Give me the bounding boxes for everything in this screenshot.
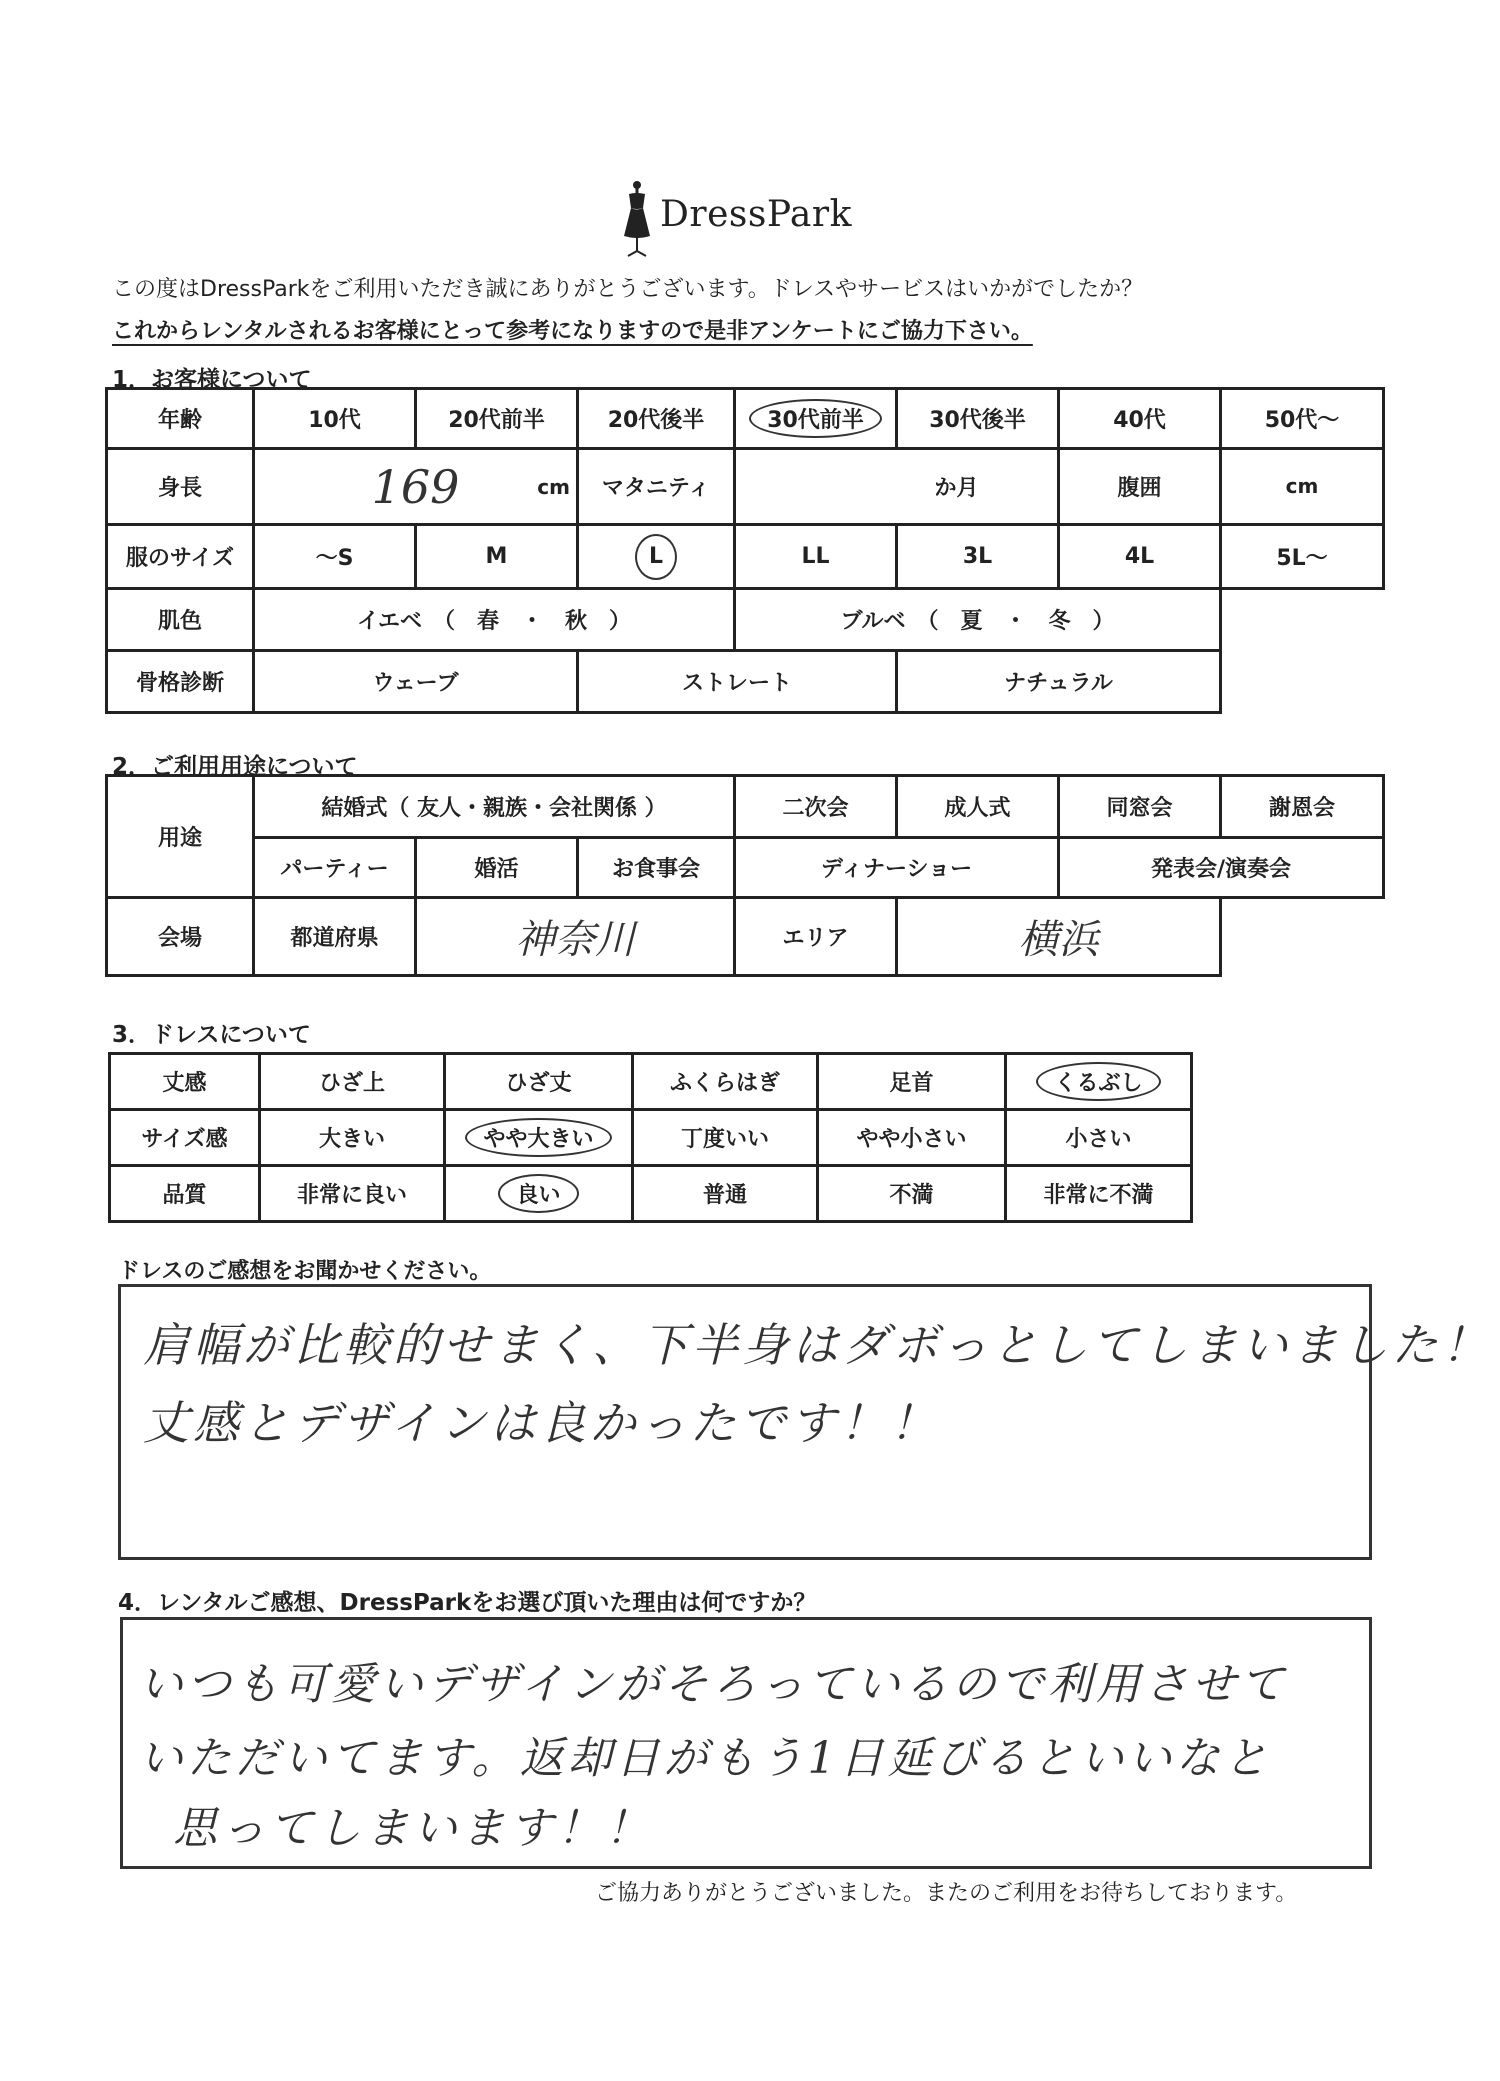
reason-comment-box[interactable] bbox=[120, 1617, 1372, 1869]
section-title-usage: 2．ご利用用途について bbox=[112, 754, 358, 780]
usage-option[interactable]: 謝恩会 bbox=[1221, 776, 1384, 838]
age-row bbox=[107, 389, 1384, 449]
usage-option[interactable]: 成人式 bbox=[897, 776, 1059, 838]
usage-option[interactable]: パーティー bbox=[254, 838, 416, 898]
section-title-reason: 4．レンタルご感想、DressParkをお選び頂いた理由は何ですか？ bbox=[118, 1590, 817, 1616]
length-option[interactable]: ふくらはぎ bbox=[633, 1054, 818, 1110]
fit-option[interactable]: 大きい bbox=[260, 1110, 445, 1166]
fit-option-selected[interactable] bbox=[445, 1110, 633, 1166]
height-field[interactable] bbox=[254, 449, 578, 525]
maternity-field[interactable] bbox=[735, 449, 1059, 525]
age-option[interactable]: 20代後半 bbox=[578, 389, 735, 449]
usage-option[interactable]: 同窓会 bbox=[1059, 776, 1221, 838]
length-option-selected[interactable] bbox=[1006, 1054, 1192, 1110]
waist-label: 腹囲 bbox=[1059, 449, 1221, 525]
dress-comment-box[interactable] bbox=[118, 1284, 1492, 1560]
dress-form-icon bbox=[620, 180, 654, 258]
frame-option[interactable]: ウェーブ bbox=[254, 651, 578, 713]
maternity-label: マタニティ bbox=[578, 449, 735, 525]
fit-row bbox=[110, 1110, 1192, 1166]
size-option[interactable]: M bbox=[416, 525, 578, 589]
fit-label: サイズ感 bbox=[110, 1110, 260, 1166]
section-title-customer: 1．お客様について bbox=[112, 367, 312, 393]
length-label: 丈感 bbox=[110, 1054, 260, 1110]
closing-thanks: ご協力ありがとうございました。またのご利用をお待ちしております。 bbox=[595, 1881, 1298, 1906]
venue-row bbox=[107, 898, 1384, 976]
age-option[interactable]: 20代前半 bbox=[416, 389, 578, 449]
size-selected-mark: L bbox=[635, 534, 677, 580]
venue-label: 会場 bbox=[107, 898, 254, 976]
age-option[interactable]: 40代 bbox=[1059, 389, 1221, 449]
size-option-selected[interactable] bbox=[578, 525, 735, 589]
fit-selected-mark: やや大きい bbox=[465, 1118, 611, 1157]
area-field[interactable] bbox=[897, 898, 1221, 976]
age-label: 年齢 bbox=[107, 389, 254, 449]
usage-option[interactable]: 二次会 bbox=[735, 776, 897, 838]
fit-option[interactable]: 丁度いい bbox=[633, 1110, 818, 1166]
skin-label: 肌色 bbox=[107, 589, 254, 651]
reason-comment-line: いつも可愛いデザインがそろっているので利用させて bbox=[139, 1659, 1288, 1710]
height-unit: cm bbox=[537, 474, 570, 499]
frame-option[interactable]: ナチュラル bbox=[897, 651, 1221, 713]
dress-comment-line: 丈感とデザインは良かったです！！ bbox=[143, 1396, 940, 1450]
length-option[interactable]: 足首 bbox=[818, 1054, 1006, 1110]
skin-blue-option[interactable]: ブルベ （ 夏 ・ 冬 ） bbox=[735, 589, 1221, 651]
waist-field[interactable] bbox=[1221, 449, 1384, 525]
quality-option[interactable]: 不満 bbox=[818, 1166, 1006, 1222]
quality-option[interactable]: 非常に良い bbox=[260, 1166, 445, 1222]
size-option[interactable]: 5L～ bbox=[1221, 525, 1384, 589]
size-label: 服のサイズ bbox=[107, 525, 254, 589]
area-label: エリア bbox=[735, 898, 897, 976]
height-label: 身長 bbox=[107, 449, 254, 525]
usage-option[interactable]: 発表会/演奏会 bbox=[1059, 838, 1384, 898]
usage-option[interactable]: お食事会 bbox=[578, 838, 735, 898]
usage-option-wedding[interactable]: 結婚式（ 友人・親族・会社関係 ） bbox=[254, 776, 735, 838]
fit-option[interactable]: 小さい bbox=[1006, 1110, 1192, 1166]
quality-option[interactable]: 普通 bbox=[633, 1166, 818, 1222]
usage-table bbox=[105, 774, 1385, 977]
length-row bbox=[110, 1054, 1192, 1110]
reason-comment-line: いただいてます。返却日がもう1日延びるといいなと bbox=[139, 1733, 1272, 1784]
height-value: 169 bbox=[371, 459, 460, 514]
waist-unit: cm bbox=[1285, 474, 1319, 498]
skin-row bbox=[107, 589, 1384, 651]
intro-text: この度はDressParkをご利用いただき誠にありがとうございます。ドレスやサービスはいかがでしたか？ bbox=[112, 277, 1144, 302]
maternity-unit: か月 bbox=[934, 476, 979, 501]
dress-comment-title: ドレスのご感想をお聞かせください。 bbox=[118, 1259, 492, 1284]
fit-option[interactable]: やや小さい bbox=[818, 1110, 1006, 1166]
height-row bbox=[107, 449, 1384, 525]
frame-row bbox=[107, 651, 1384, 713]
size-option[interactable]: ～S bbox=[254, 525, 416, 589]
frame-option[interactable]: ストレート bbox=[578, 651, 897, 713]
size-row bbox=[107, 525, 1384, 589]
usage-label: 用途 bbox=[107, 776, 254, 898]
age-option[interactable]: 10代 bbox=[254, 389, 416, 449]
size-option[interactable]: LL bbox=[735, 525, 897, 589]
prefecture-field[interactable] bbox=[416, 898, 735, 976]
quality-option[interactable]: 非常に不満 bbox=[1006, 1166, 1192, 1222]
section-title-dress: 3．ドレスについて bbox=[112, 1022, 311, 1048]
age-selected-mark: 30代前半 bbox=[749, 399, 882, 438]
length-selected-mark: くるぶし bbox=[1036, 1062, 1160, 1101]
quality-label: 品質 bbox=[110, 1166, 260, 1222]
usage-option[interactable]: ディナーショー bbox=[735, 838, 1059, 898]
frame-label: 骨格診断 bbox=[107, 651, 254, 713]
skin-yellow-option[interactable]: イエベ （ 春 ・ 秋 ） bbox=[254, 589, 735, 651]
quality-option-selected[interactable] bbox=[445, 1166, 633, 1222]
length-option[interactable]: ひざ上 bbox=[260, 1054, 445, 1110]
dress-comment-line: 肩幅が比較的せまく、下半身はダボっとしてしまいました！ bbox=[143, 1318, 1492, 1372]
age-option[interactable]: 30代後半 bbox=[897, 389, 1059, 449]
usage-option[interactable]: 婚活 bbox=[416, 838, 578, 898]
intro-request: これからレンタルされるお客様にとって参考になりますので是非アンケートにご協力下さい。 bbox=[112, 319, 1033, 344]
brand-name: DressPark bbox=[660, 194, 852, 235]
quality-row bbox=[110, 1166, 1192, 1222]
prefecture-value: 神奈川 bbox=[515, 917, 635, 963]
size-option[interactable]: 4L bbox=[1059, 525, 1221, 589]
area-value: 横浜 bbox=[1018, 917, 1099, 963]
reason-comment-line: 思ってしまいます！！ bbox=[173, 1803, 653, 1854]
age-option-selected[interactable] bbox=[735, 389, 897, 449]
age-option[interactable]: 50代～ bbox=[1221, 389, 1384, 449]
prefecture-label: 都道府県 bbox=[254, 898, 416, 976]
customer-table bbox=[105, 387, 1385, 714]
size-option[interactable]: 3L bbox=[897, 525, 1059, 589]
dress-table bbox=[108, 1052, 1193, 1223]
length-option[interactable]: ひざ丈 bbox=[445, 1054, 633, 1110]
quality-selected-mark: 良い bbox=[498, 1174, 578, 1213]
